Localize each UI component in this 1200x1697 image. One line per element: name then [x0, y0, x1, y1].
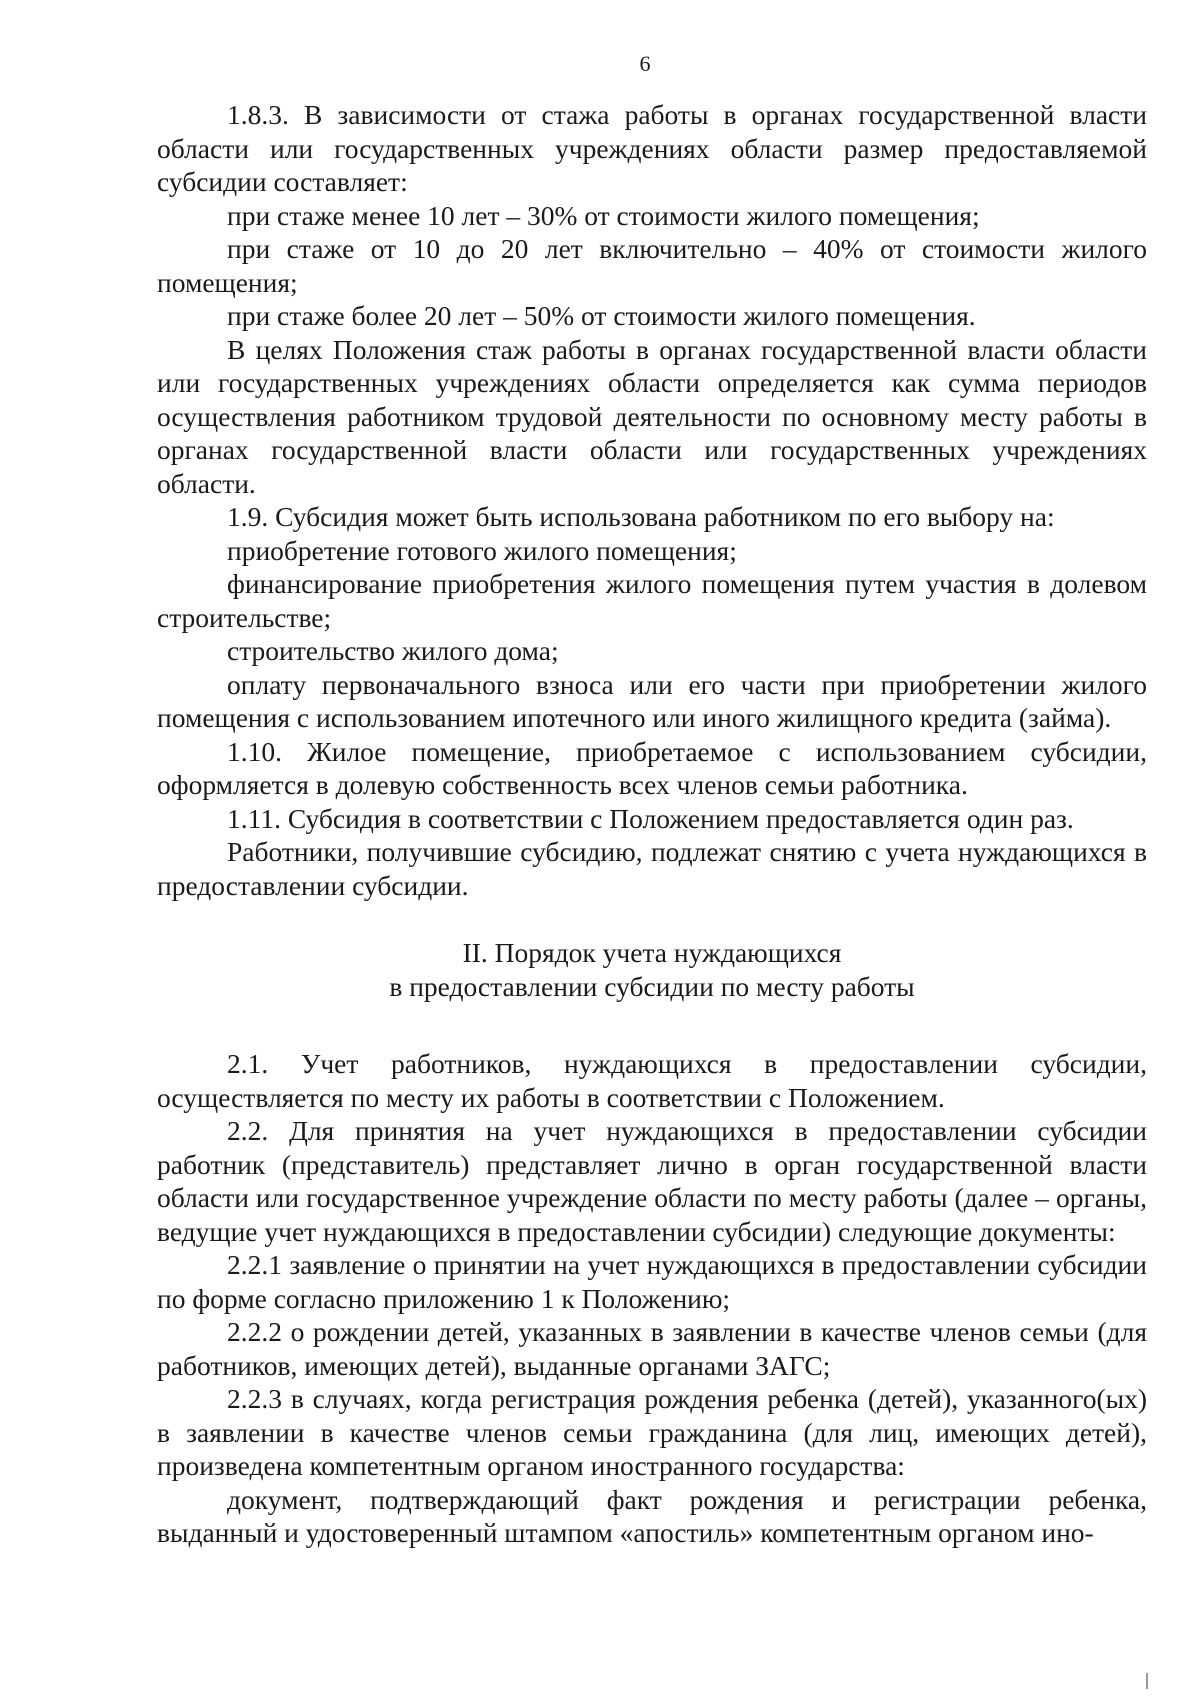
document-body	[157, 98, 1147, 1550]
paragraph-deregistration: Работники, получившие субсидию, подлежат снятию с учета нуждающихся в предоставлении субсидии.	[157, 836, 1147, 901]
paragraph-use-mortgage-payment: оплату первоначального взноса или его части при приобретении жилого помещения с использованием ипотечного или иного жилищного кредита (займа).	[157, 668, 1147, 733]
paragraph-2-2-1: 2.2.1 заявление о принятии на учет нуждающихся в предоставлении субсидии по форме согласно приложению 1 к Положению;	[157, 1249, 1147, 1314]
section-heading	[157, 936, 1147, 1003]
paragraph-1-10: 1.10. Жилое помещение, приобретаемое с использованием субсидии, оформляется в долевую собственность всех членов семьи работника.	[157, 735, 1147, 800]
page-number: 6	[639, 51, 651, 76]
paragraph-experience-10-20: при стаже от 10 до 20 лет включительно – 40% от стоимости жилого помещения;	[157, 233, 1147, 298]
paragraph-1-11: 1.11. Субсидия в соответствии с Положением предоставляется один раз.	[227, 802, 1074, 834]
paragraph-2-2-2: 2.2.2 о рождении детей, указанных в заявлении в качестве членов семьи (для работников, имеющих детей), выданные органами ЗАГС;	[157, 1316, 1147, 1381]
paragraph-use-purchase: приобретение готового жилого помещения;	[227, 534, 737, 566]
paragraph-2-1: 2.1. Учет работников, нуждающихся в предоставлении субсидии, осуществляется по месту их работы в соответствии с Положением.	[157, 1048, 1147, 1113]
paragraph-experience-under-10: при стаже менее 10 лет – 30% от стоимости жилого помещения;	[227, 199, 980, 231]
section-heading-line-1: II. Порядок учета нуждающихся	[462, 937, 842, 968]
section-heading-line-2: в предоставлении субсидии по месту работы	[389, 970, 915, 1002]
paragraph-use-shared-construction: финансирование приобретения жилого помещения путем участия в долевом строительстве;	[157, 568, 1147, 633]
paragraph-foreign-document: документ, подтверждающий факт рождения и регистрации ребенка, выданный и удостоверенный штампом «апостиль» компетентным органом ино-	[157, 1483, 1147, 1548]
paragraph-use-house-construction: строительство жилого дома;	[227, 635, 559, 666]
paragraph-experience-over-20: при стаже более 20 лет – 50% от стоимости жилого помещения.	[227, 300, 976, 331]
scan-mark	[1146, 1673, 1148, 1689]
paragraph-experience-definition: В целях Положения стаж работы в органах государственной власти области или государственных учреждениях области определяется как сумма периодов осуществления работником трудовой деятельности по основному месту работы в органах государственной власти области или государственных учреждениях области.	[157, 333, 1147, 499]
paragraph-1-9: 1.9. Субсидия может быть использована работником по его выбору на:	[227, 501, 1055, 532]
paragraph-2-2: 2.2. Для принятия на учет нуждающихся в предоставлении субсидии работник (представитель) представляет лично в орган государственной власти области или государственное учреждение области по месту работы (далее – органы, ведущие учет нуждающихся в предоставлении субсидии) следующие документы:	[157, 1115, 1147, 1247]
paragraph-1-8-3: 1.8.3. В зависимости от стажа работы в органах государственной власти области или государственных учреждениях области размер предоставляемой субсидии составляет:	[157, 99, 1147, 197]
paragraph-2-2-3: 2.2.3 в случаях, когда регистрация рождения ребенка (детей), указанного(ых) в заявлении в качестве членов семьи гражданина (для лиц, имеющих детей), произведена компетентным органом иностранного государства:	[157, 1383, 1147, 1481]
